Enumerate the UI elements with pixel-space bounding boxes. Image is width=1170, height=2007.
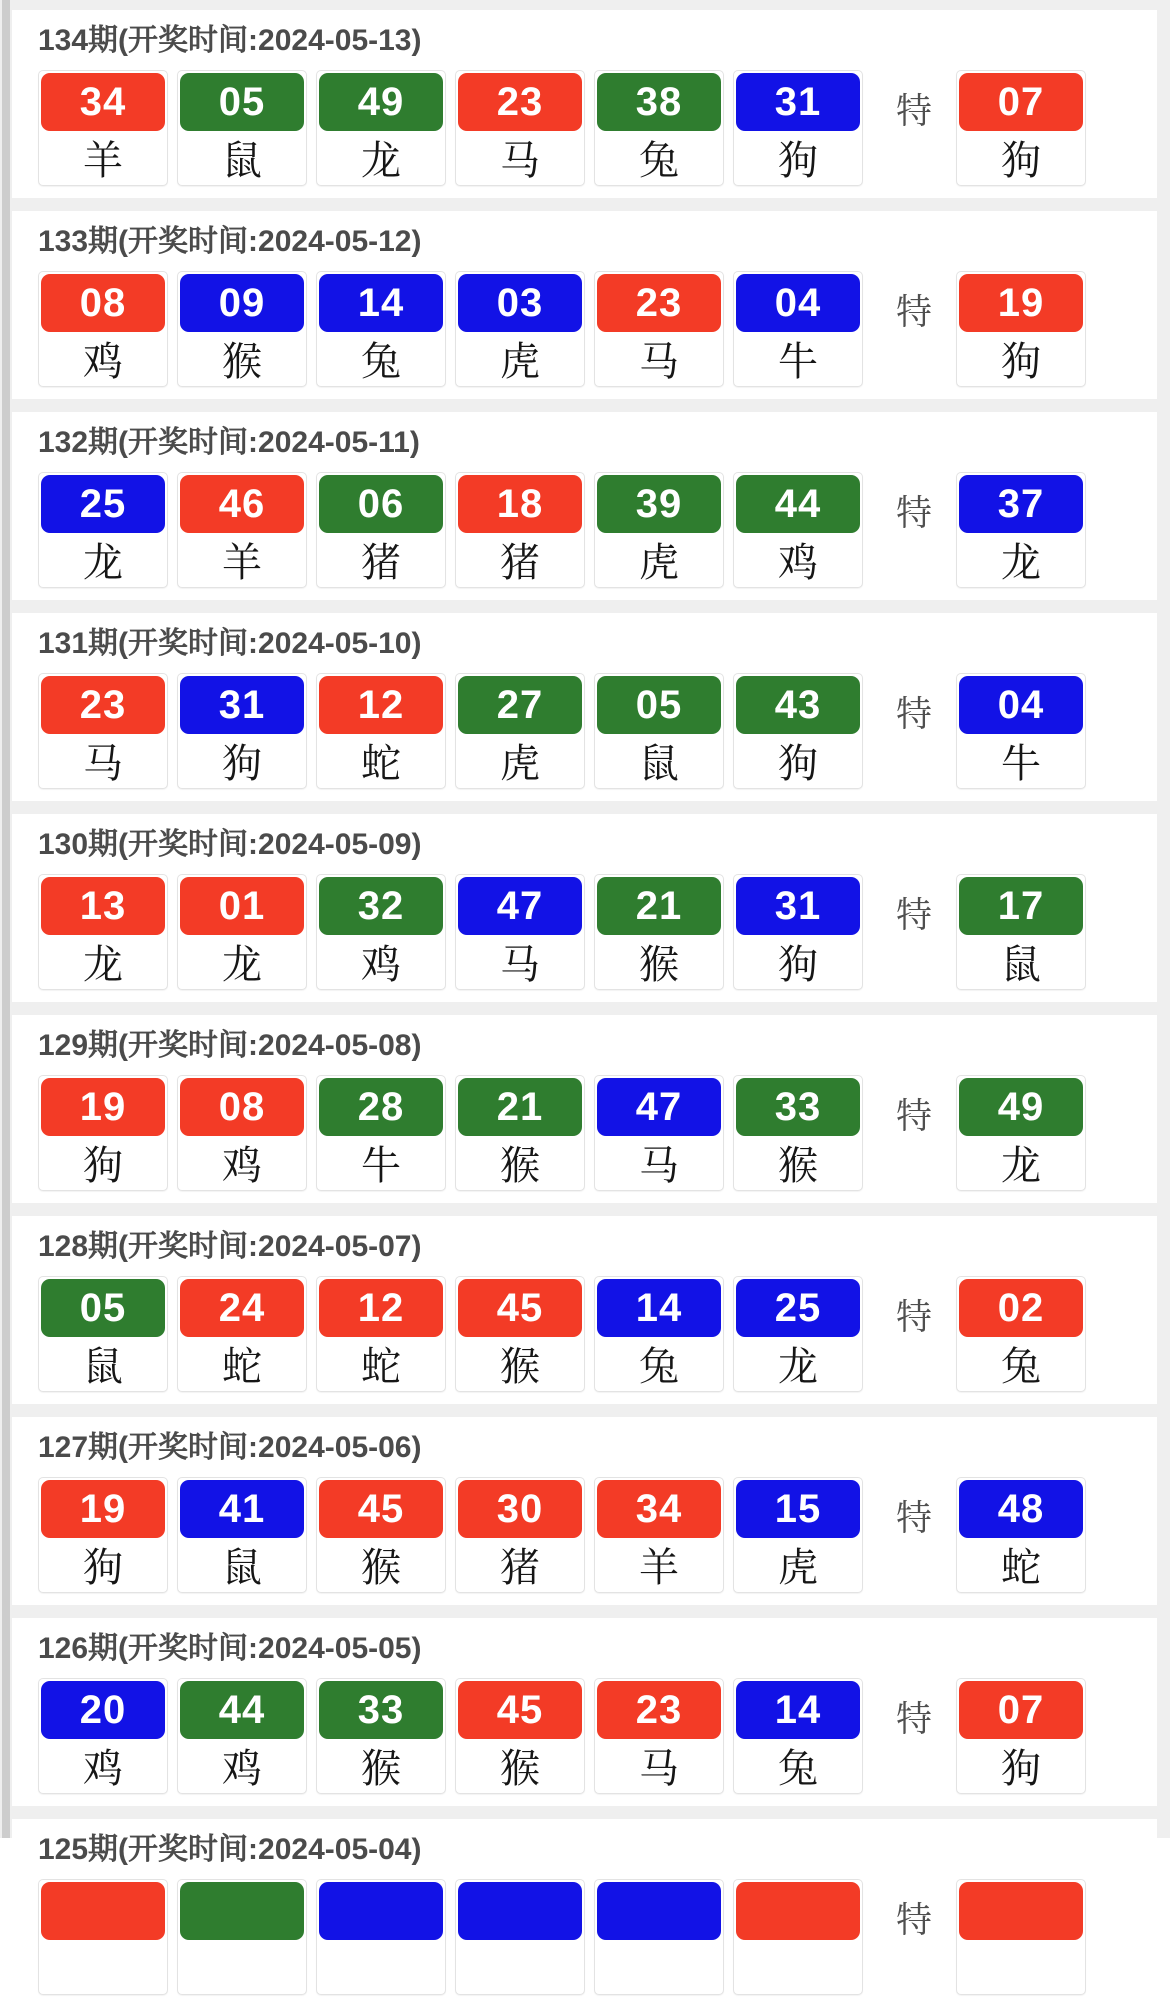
ball-zodiac: 猴 — [222, 339, 262, 384]
special-label: 特 — [896, 291, 933, 332]
ball-zodiac: 兔 — [639, 1344, 679, 1389]
balls-row — [38, 874, 1157, 990]
ball-number: 05 — [180, 73, 304, 131]
ball-cell — [316, 874, 446, 990]
ball-number: 18 — [458, 475, 582, 533]
ball-zodiac: 马 — [500, 138, 540, 183]
ball-number: 45 — [319, 1480, 443, 1538]
ball-zodiac: 马 — [639, 339, 679, 384]
ball-zodiac: 猴 — [500, 1746, 540, 1791]
ball-number: 02 — [959, 1279, 1083, 1337]
ball-cell — [733, 673, 863, 789]
ball-zodiac: 龙 — [1001, 1143, 1042, 1188]
ball-number: 06 — [319, 475, 443, 533]
ball-zodiac: 鸡 — [361, 942, 401, 987]
ball-zodiac: 蛇 — [222, 1344, 262, 1389]
ball-number: 12 — [319, 676, 443, 734]
period-block — [12, 412, 1157, 600]
ball-cell — [455, 70, 585, 186]
ball-cell — [733, 70, 863, 186]
ball-cell — [594, 1477, 724, 1593]
ball-cell — [455, 472, 585, 588]
period-block — [12, 613, 1157, 801]
ball-zodiac — [180, 1940, 304, 1992]
special-label: 特 — [896, 693, 933, 734]
ball-number: 39 — [597, 475, 721, 533]
ball-cell — [594, 70, 724, 186]
period-block — [12, 10, 1157, 198]
period-header: 126期(开奖时间:2024-05-05) — [38, 1632, 422, 1665]
ball-cell — [594, 673, 724, 789]
ball-cell — [316, 472, 446, 588]
ball-number — [597, 1882, 721, 1940]
ball-number: 49 — [319, 73, 443, 131]
ball-number: 14 — [736, 1681, 860, 1739]
ball-zodiac: 羊 — [639, 1545, 679, 1590]
ball-zodiac: 猴 — [361, 1545, 401, 1590]
ball-zodiac: 狗 — [1001, 339, 1042, 384]
ball-number — [180, 1882, 304, 1940]
ball-zodiac: 蛇 — [1001, 1545, 1042, 1590]
ball-cell — [733, 1276, 863, 1392]
ball-zodiac: 狗 — [83, 1143, 123, 1188]
ball-cell — [455, 271, 585, 387]
ball-cell — [316, 271, 446, 387]
ball-cell — [177, 673, 307, 789]
ball-cell — [733, 472, 863, 588]
ball-zodiac: 猪 — [361, 540, 401, 585]
balls-row — [38, 673, 1157, 789]
ball-number: 27 — [458, 676, 582, 734]
ball-zodiac — [458, 1940, 582, 1992]
ball-zodiac: 龙 — [778, 1344, 818, 1389]
ball-zodiac: 鼠 — [222, 1545, 262, 1590]
ball-zodiac: 鸡 — [222, 1143, 262, 1188]
ball-number: 48 — [959, 1480, 1083, 1538]
special-label: 特 — [896, 492, 933, 533]
ball-cell — [177, 1678, 307, 1794]
ball-number: 31 — [180, 676, 304, 734]
period-block — [12, 1216, 1157, 1404]
ball-cell — [177, 1276, 307, 1392]
special-label: 特 — [896, 1698, 933, 1739]
ball-number — [41, 1882, 165, 1940]
special-label: 特 — [896, 1899, 933, 1940]
ball-number — [319, 1882, 443, 1940]
ball-number: 23 — [458, 73, 582, 131]
period-block — [12, 1015, 1157, 1203]
ball-zodiac: 牛 — [361, 1143, 401, 1188]
ball-cell — [455, 1678, 585, 1794]
special-ball-cell — [956, 1678, 1086, 1794]
ball-cell — [38, 1879, 168, 1995]
ball-number: 07 — [959, 73, 1083, 131]
ball-number: 21 — [597, 877, 721, 935]
ball-number: 17 — [959, 877, 1083, 935]
special-ball-cell — [956, 874, 1086, 990]
ball-cell — [594, 1075, 724, 1191]
ball-number: 12 — [319, 1279, 443, 1337]
ball-cell — [455, 1075, 585, 1191]
ball-zodiac: 鸡 — [83, 1746, 123, 1791]
ball-cell — [177, 874, 307, 990]
special-ball-cell — [956, 673, 1086, 789]
ball-number: 23 — [597, 274, 721, 332]
ball-cell — [38, 1276, 168, 1392]
ball-zodiac: 鼠 — [222, 138, 262, 183]
ball-zodiac: 鸡 — [83, 339, 123, 384]
ball-number: 44 — [180, 1681, 304, 1739]
ball-zodiac: 鼠 — [83, 1344, 123, 1389]
ball-cell — [594, 472, 724, 588]
ball-cell — [594, 874, 724, 990]
ball-zodiac: 龙 — [83, 540, 123, 585]
ball-cell — [177, 472, 307, 588]
ball-zodiac: 蛇 — [361, 741, 401, 786]
ball-zodiac: 羊 — [83, 138, 123, 183]
ball-cell — [733, 874, 863, 990]
ball-zodiac: 蛇 — [361, 1344, 401, 1389]
ball-number: 45 — [458, 1681, 582, 1739]
balls-row — [38, 1477, 1157, 1593]
ball-cell — [38, 1075, 168, 1191]
ball-number: 04 — [736, 274, 860, 332]
ball-zodiac: 狗 — [778, 138, 818, 183]
ball-zodiac: 兔 — [639, 138, 679, 183]
ball-cell — [177, 271, 307, 387]
ball-zodiac: 猴 — [778, 1143, 818, 1188]
ball-number: 14 — [597, 1279, 721, 1337]
ball-number: 47 — [458, 877, 582, 935]
ball-cell — [733, 1879, 863, 1995]
ball-zodiac: 兔 — [1001, 1344, 1042, 1389]
ball-number: 45 — [458, 1279, 582, 1337]
ball-number: 21 — [458, 1078, 582, 1136]
balls-row — [38, 271, 1157, 387]
period-header: 125期(开奖时间:2024-05-04) — [38, 1833, 422, 1866]
ball-number: 08 — [180, 1078, 304, 1136]
ball-zodiac: 虎 — [500, 339, 540, 384]
ball-zodiac — [319, 1940, 443, 1992]
ball-number: 19 — [959, 274, 1083, 332]
ball-number: 09 — [180, 274, 304, 332]
ball-zodiac: 牛 — [1001, 741, 1042, 786]
ball-cell — [455, 673, 585, 789]
ball-zodiac: 马 — [500, 942, 540, 987]
ball-number: 25 — [736, 1279, 860, 1337]
ball-cell — [177, 1879, 307, 1995]
ball-cell — [38, 1477, 168, 1593]
ball-zodiac: 猪 — [500, 1545, 540, 1590]
ball-zodiac: 狗 — [778, 741, 818, 786]
period-block — [12, 211, 1157, 399]
ball-cell — [177, 1477, 307, 1593]
ball-zodiac: 鼠 — [639, 741, 679, 786]
ball-number — [959, 1882, 1083, 1940]
ball-zodiac: 龙 — [1001, 540, 1042, 585]
period-header: 132期(开奖时间:2024-05-11) — [38, 426, 420, 459]
ball-cell — [594, 271, 724, 387]
ball-zodiac: 羊 — [222, 540, 262, 585]
ball-cell — [594, 1678, 724, 1794]
ball-zodiac: 狗 — [778, 942, 818, 987]
ball-number: 41 — [180, 1480, 304, 1538]
balls-row — [38, 70, 1157, 186]
ball-number: 25 — [41, 475, 165, 533]
period-block — [12, 1819, 1157, 2007]
ball-cell — [316, 1075, 446, 1191]
ball-zodiac: 狗 — [83, 1545, 123, 1590]
special-ball-cell — [956, 271, 1086, 387]
ball-cell — [316, 1879, 446, 1995]
ball-cell — [733, 1477, 863, 1593]
special-ball-cell — [956, 1879, 1086, 1995]
ball-zodiac: 鸡 — [222, 1746, 262, 1791]
ball-cell — [38, 673, 168, 789]
ball-zodiac — [41, 1940, 165, 1992]
ball-number: 23 — [597, 1681, 721, 1739]
ball-zodiac — [736, 1940, 860, 1992]
ball-number: 01 — [180, 877, 304, 935]
special-label: 特 — [896, 894, 933, 935]
ball-zodiac: 龙 — [83, 942, 123, 987]
ball-zodiac: 鸡 — [778, 540, 818, 585]
ball-cell — [316, 673, 446, 789]
ball-number: 33 — [736, 1078, 860, 1136]
ball-cell — [38, 70, 168, 186]
ball-cell — [177, 70, 307, 186]
period-block — [12, 1618, 1157, 1806]
special-ball-cell — [956, 1477, 1086, 1593]
ball-zodiac: 虎 — [778, 1545, 818, 1590]
ball-zodiac: 龙 — [222, 942, 262, 987]
ball-zodiac: 鼠 — [1001, 942, 1042, 987]
ball-zodiac: 狗 — [1001, 138, 1042, 183]
ball-cell — [455, 1879, 585, 1995]
ball-cell — [38, 271, 168, 387]
ball-zodiac: 猴 — [361, 1746, 401, 1791]
ball-zodiac: 猪 — [500, 540, 540, 585]
ball-number: 43 — [736, 676, 860, 734]
special-label: 特 — [896, 1296, 933, 1337]
ball-zodiac — [597, 1940, 721, 1992]
ball-cell — [455, 1477, 585, 1593]
ball-cell — [594, 1879, 724, 1995]
ball-cell — [455, 874, 585, 990]
ball-zodiac — [959, 1940, 1083, 1992]
ball-number: 19 — [41, 1078, 165, 1136]
ball-cell — [316, 1477, 446, 1593]
ball-number: 03 — [458, 274, 582, 332]
period-header: 130期(开奖时间:2024-05-09) — [38, 828, 422, 861]
ball-number: 08 — [41, 274, 165, 332]
ball-zodiac: 狗 — [222, 741, 262, 786]
period-header: 131期(开奖时间:2024-05-10) — [38, 627, 422, 660]
ball-zodiac: 牛 — [778, 339, 818, 384]
ball-cell — [177, 1075, 307, 1191]
left-edge-strip — [2, 0, 10, 1838]
ball-cell — [733, 1075, 863, 1191]
period-block — [12, 814, 1157, 1002]
ball-zodiac: 猴 — [500, 1143, 540, 1188]
ball-number: 04 — [959, 676, 1083, 734]
ball-number: 24 — [180, 1279, 304, 1337]
ball-number: 34 — [41, 73, 165, 131]
special-label: 特 — [896, 1095, 933, 1136]
ball-number: 31 — [736, 73, 860, 131]
ball-zodiac: 狗 — [1001, 1746, 1042, 1791]
ball-number: 23 — [41, 676, 165, 734]
ball-number: 05 — [597, 676, 721, 734]
period-header: 128期(开奖时间:2024-05-07) — [38, 1230, 422, 1263]
ball-number: 37 — [959, 475, 1083, 533]
special-ball-cell — [956, 70, 1086, 186]
period-header: 134期(开奖时间:2024-05-13) — [38, 24, 422, 57]
ball-number: 30 — [458, 1480, 582, 1538]
ball-cell — [38, 874, 168, 990]
ball-cell — [594, 1276, 724, 1392]
ball-number: 34 — [597, 1480, 721, 1538]
ball-cell — [38, 472, 168, 588]
ball-number: 28 — [319, 1078, 443, 1136]
ball-number: 47 — [597, 1078, 721, 1136]
ball-number: 14 — [319, 274, 443, 332]
special-ball-cell — [956, 472, 1086, 588]
ball-number: 07 — [959, 1681, 1083, 1739]
period-block — [12, 1417, 1157, 1605]
ball-zodiac: 马 — [639, 1746, 679, 1791]
ball-number: 19 — [41, 1480, 165, 1538]
ball-zodiac: 猴 — [639, 942, 679, 987]
period-header: 129期(开奖时间:2024-05-08) — [38, 1029, 422, 1062]
ball-number: 13 — [41, 877, 165, 935]
special-label: 特 — [896, 1497, 933, 1538]
ball-number: 38 — [597, 73, 721, 131]
ball-number: 05 — [41, 1279, 165, 1337]
ball-number: 20 — [41, 1681, 165, 1739]
ball-zodiac: 兔 — [778, 1746, 818, 1791]
ball-zodiac: 龙 — [361, 138, 401, 183]
special-ball-cell — [956, 1276, 1086, 1392]
balls-row — [38, 472, 1157, 588]
ball-number: 49 — [959, 1078, 1083, 1136]
ball-cell — [38, 1678, 168, 1794]
ball-cell — [733, 1678, 863, 1794]
balls-row — [38, 1678, 1157, 1794]
ball-number: 44 — [736, 475, 860, 533]
special-ball-cell — [956, 1075, 1086, 1191]
ball-cell — [316, 1276, 446, 1392]
special-label: 特 — [896, 90, 933, 131]
ball-number: 15 — [736, 1480, 860, 1538]
balls-row — [38, 1075, 1157, 1191]
period-header: 127期(开奖时间:2024-05-06) — [38, 1431, 422, 1464]
ball-cell — [733, 271, 863, 387]
period-header: 133期(开奖时间:2024-05-12) — [38, 225, 422, 258]
ball-zodiac: 虎 — [639, 540, 679, 585]
ball-zodiac: 虎 — [500, 741, 540, 786]
ball-number: 33 — [319, 1681, 443, 1739]
ball-zodiac: 猴 — [500, 1344, 540, 1389]
ball-zodiac: 马 — [639, 1143, 679, 1188]
ball-zodiac: 马 — [83, 741, 123, 786]
ball-number: 32 — [319, 877, 443, 935]
ball-cell — [455, 1276, 585, 1392]
ball-cell — [316, 1678, 446, 1794]
ball-zodiac: 兔 — [361, 339, 401, 384]
balls-row — [38, 1879, 1157, 1995]
ball-number: 46 — [180, 475, 304, 533]
ball-number — [458, 1882, 582, 1940]
ball-cell — [316, 70, 446, 186]
balls-row — [38, 1276, 1157, 1392]
ball-number: 31 — [736, 877, 860, 935]
ball-number — [736, 1882, 860, 1940]
